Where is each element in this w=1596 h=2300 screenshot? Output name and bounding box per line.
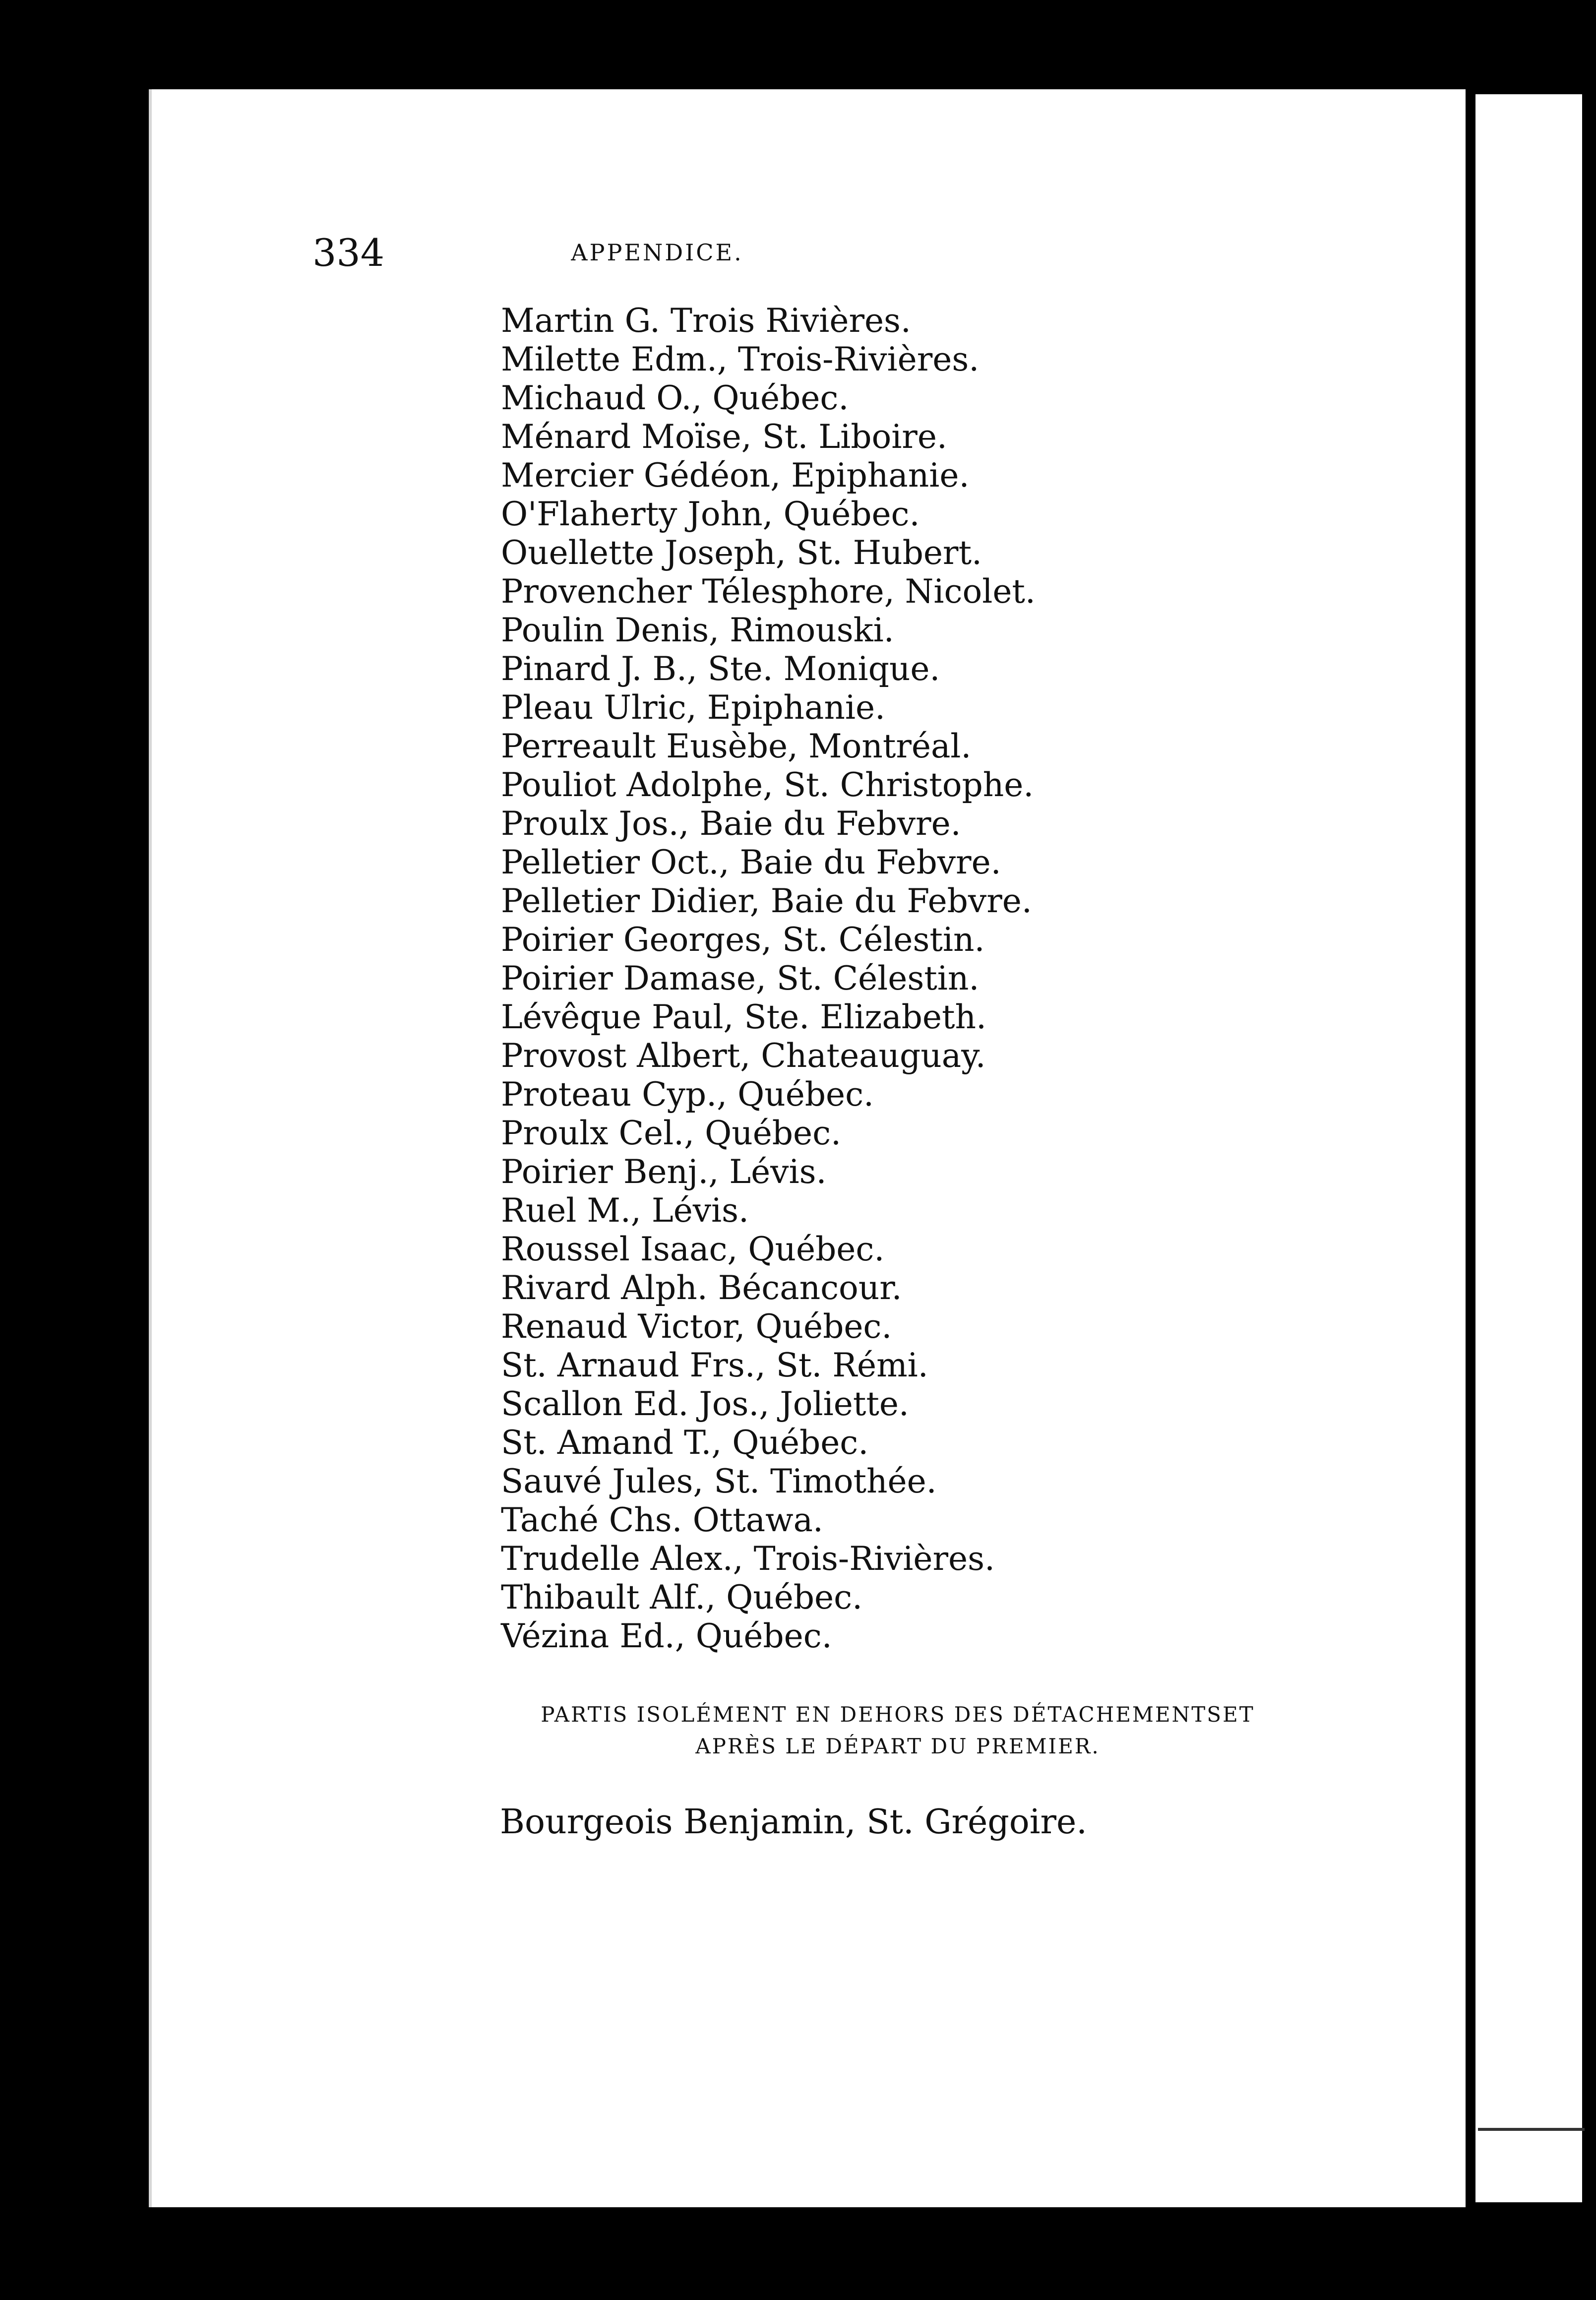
list-item: Pelletier Didier, Baie du Febvre. [501,882,1032,920]
list-item: Ouellette Joseph, St. Hubert. [501,534,982,572]
list-item: Roussel Isaac, Québec. [501,1230,885,1268]
list-item: St. Arnaud Frs., St. Rémi. [501,1346,928,1384]
list-item: Thibault Alf., Québec. [501,1578,863,1616]
list-item: Provencher Télesphore, Nicolet. [501,572,1036,611]
list-item: Proteau Cyp., Québec. [501,1075,874,1114]
list-item: Poirier Damase, St. Célestin. [501,959,980,997]
page-header [312,233,1002,273]
list-item: Perreault Eusèbe, Montréal. [501,727,972,765]
list-item: Poulin Denis, Rimouski. [501,611,894,649]
section-heading-line: PARTIS ISOLÉMENT EN DEHORS DES DÉTACHEMENTSET [541,1702,1255,1727]
list-item: Ménard Moïse, St. Liboire. [501,418,947,456]
section-heading-line: APRÈS LE DÉPART DU PREMIER. [695,1734,1100,1758]
list-item: Proulx Jos., Baie du Febvre. [501,805,961,843]
list-item: Pinard J. B., Ste. Monique. [501,650,940,688]
list-item: Lévêque Paul, Ste. Elizabeth. [501,998,986,1036]
list-item: Sauvé Jules, St. Timothée. [501,1462,937,1500]
name-list [501,302,1245,1656]
list-item: Michaud O., Québec. [501,379,849,417]
list-item: Vézina Ed., Québec. [501,1617,832,1655]
list-item: Proulx Cel., Québec. [501,1114,842,1152]
list-item: O'Flaherty John, Québec. [501,495,920,533]
list-item: Renaud Victor, Québec. [501,1307,892,1346]
list-item: Pleau Ulric, Epiphanie. [501,688,886,727]
facing-page-edge [1475,94,1582,2202]
facing-page-rule [1478,2128,1585,2131]
list-item: Ruel M., Lévis. [501,1191,749,1230]
list-item: Milette Edm., Trois-Rivières. [501,340,980,378]
list-item: Provost Albert, Chateauguay. [501,1037,986,1075]
list-item: Poirier Georges, St. Célestin. [501,921,985,959]
list-item: St. Amand T., Québec. [501,1424,869,1462]
list-item: Pouliot Adolphe, St. Christophe. [501,766,1034,804]
list-item: Pelletier Oct., Baie du Febvre. [501,843,1001,881]
list-item: Taché Chs. Ottawa. [501,1501,823,1539]
list-item: Martin G. Trois Rivières. [501,302,911,340]
list-item: Mercier Gédéon, Epiphanie. [501,456,970,495]
section-heading [446,1699,1349,1762]
list-item: Scallon Ed. Jos., Joliette. [501,1385,909,1423]
list-item: Trudelle Alex., Trois-Rivières. [501,1540,995,1578]
list-item: Poirier Benj., Lévis. [501,1153,827,1191]
section-entry: Bourgeois Benjamin, St. Grégoire. [500,1803,1087,1842]
page-number: 334 [312,231,385,275]
running-head: APPENDICE. [571,239,743,266]
list-item: Rivard Alph. Bécancour. [501,1269,902,1307]
